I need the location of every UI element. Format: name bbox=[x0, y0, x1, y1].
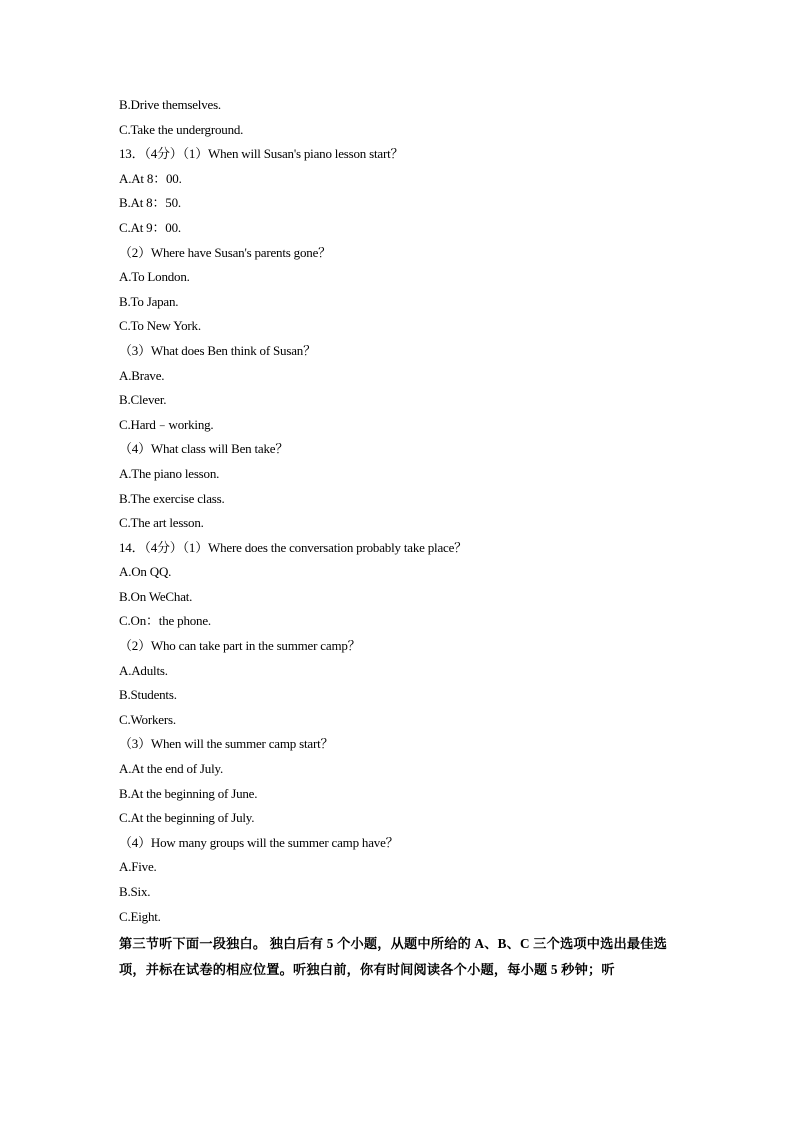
q14-1-option-a: A.On QQ. bbox=[119, 564, 172, 580]
question-13-3: （3）What does Ben think of Susan？ bbox=[119, 342, 316, 358]
question-14-2: （2）Who can take part in the summer camp？ bbox=[119, 638, 361, 654]
q13-4-option-c: C.The art lesson. bbox=[119, 515, 204, 531]
q14-2-option-c: C.Workers. bbox=[119, 711, 176, 727]
q14-3-option-c: C.At the beginning of July. bbox=[119, 810, 255, 826]
q13-1-option-a: A.At 8：00. bbox=[119, 170, 182, 186]
q14-3-option-a: A.At the end of July. bbox=[119, 761, 223, 777]
question-13-1: 13．（4分）（1）When will Susan's piano lesson start？ bbox=[119, 146, 404, 162]
q13-2-option-c: C.To New York. bbox=[119, 318, 201, 334]
q14-4-option-a: A.Five. bbox=[119, 859, 157, 875]
q13-3-option-b: B.Clever. bbox=[119, 392, 167, 408]
q13-3-option-a: A.Brave. bbox=[119, 367, 165, 383]
q14-2-option-a: A.Adults. bbox=[119, 662, 168, 678]
q14-1-option-b: B.On WeChat. bbox=[119, 588, 193, 604]
q13-2-option-a: A.To London. bbox=[119, 269, 190, 285]
document-page bbox=[119, 93, 679, 978]
q13-1-option-c: C.At 9：00. bbox=[119, 219, 181, 235]
q13-2-option-b: B.To Japan. bbox=[119, 293, 179, 309]
question-14-1: 14．（4分）（1）Where does the conversation probably take place？ bbox=[119, 539, 467, 555]
question-14-4: （4）How many groups will the summer camp have？ bbox=[119, 834, 399, 850]
q13-4-option-a: A.The piano lesson. bbox=[119, 465, 220, 481]
q14-1-option-c: C.On：the phone. bbox=[119, 613, 211, 629]
q13-4-option-b: B.The exercise class. bbox=[119, 490, 225, 506]
question-14-3: （3）When will the summer camp start？ bbox=[119, 736, 334, 752]
q13-3-option-c: C.Hard﹣working. bbox=[119, 416, 214, 432]
question-13-4: （4）What class will Ben take？ bbox=[119, 441, 289, 457]
q14-2-option-b: B.Students. bbox=[119, 687, 177, 703]
question-13-2: （2）Where have Susan's parents gone？ bbox=[119, 244, 331, 260]
option-c-underground: C.Take the underground. bbox=[119, 121, 244, 137]
q14-3-option-b: B.At the beginning of June. bbox=[119, 785, 258, 801]
q14-4-option-c: C.Eight. bbox=[119, 908, 161, 924]
q14-4-option-b: B.Six. bbox=[119, 884, 151, 899]
section-3-instructions: 第三节听下面一段独白。 独白后有 5 个小题，从题中所给的 A、B、C 三个选项中选出最佳选项，并标在试卷的相应位置。听独白前，你有时间阅读各个小题，每小题 5 秒钟；听 bbox=[119, 936, 668, 978]
option-b-drive: B.Drive themselves. bbox=[119, 97, 221, 112]
q13-1-option-b: B.At 8：50. bbox=[119, 195, 181, 211]
